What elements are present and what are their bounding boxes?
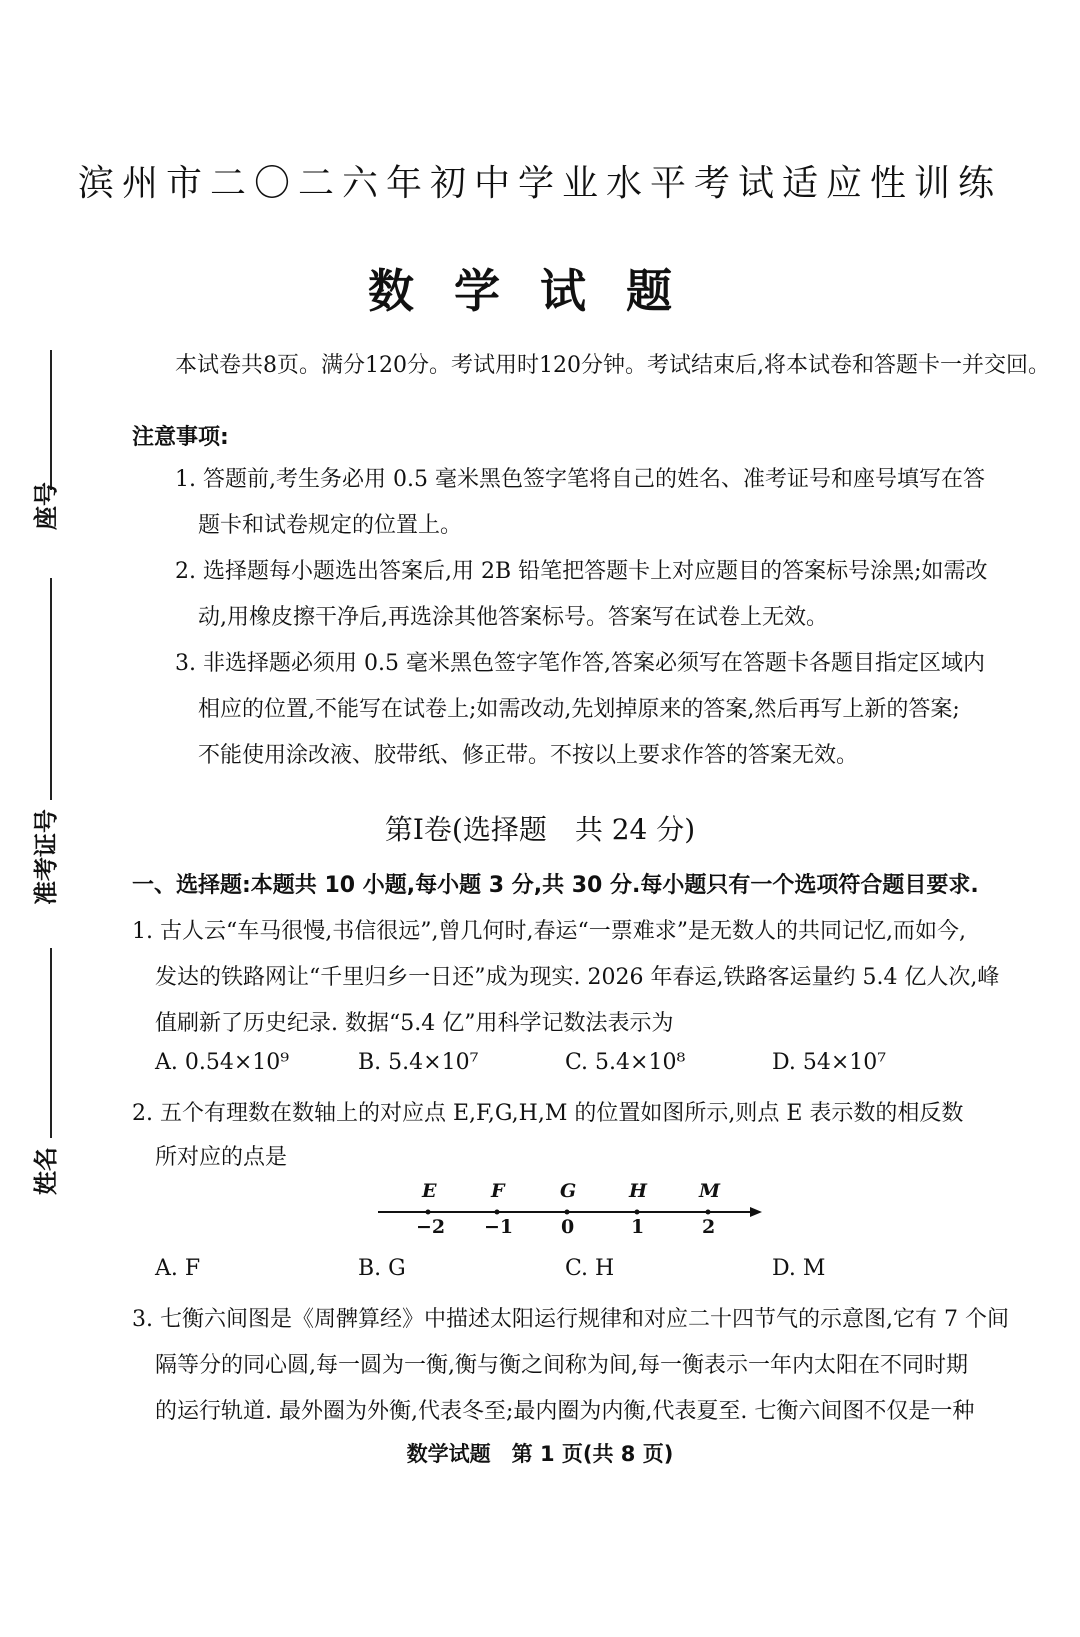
question-2-option-c: C. H (565, 1256, 615, 1281)
point-m-label: M (699, 1180, 721, 1202)
note-item-2-line-1: 2. 选择题每小题选出答案后,用 2B 铅笔把答题卡上对应题目的答案标号涂黑;如需改 (175, 559, 988, 584)
point-e-label: E (422, 1180, 437, 1202)
number-line-figure (370, 1178, 770, 1240)
question-2-option-d: D. M (772, 1256, 826, 1281)
note-item-2-line-2: 动,用橡皮擦干净后,再选涂其他答案标号。答案写在试卷上无效。 (198, 605, 828, 630)
question-1-option-a: A. 0.54×10⁹ (155, 1050, 290, 1075)
page-title: 数学试题 (368, 264, 712, 318)
notes-heading: 注意事项: (132, 425, 229, 450)
exam-id-blank-line[interactable] (50, 578, 52, 800)
point-h-label: H (629, 1180, 647, 1202)
point-g-label: G (560, 1180, 577, 1202)
question-1-line-3: 值刷新了历史纪录. 数据“5.4 亿”用科学记数法表示为 (155, 1011, 674, 1036)
question-1-option-b: B. 5.4×10⁷ (358, 1050, 479, 1075)
note-item-1-line-1: 1. 答题前,考生务必用 0.5 毫米黑色签字笔将自己的姓名、准考证号和座号填写在答 (175, 467, 985, 492)
tick-label-1: 1 (631, 1216, 645, 1238)
section-title: 第Ⅰ卷(选择题 共 24 分) (384, 813, 696, 846)
seat-label: 座号 (32, 482, 60, 530)
name-blank-line[interactable] (50, 948, 52, 1138)
question-1-option-c: C. 5.4×10⁸ (565, 1050, 686, 1075)
question-3-line-2: 隔等分的同心圆,每一圆为一衡,衡与衡之间称为间,每一衡表示一年内太阳在不同时期 (155, 1353, 968, 1378)
exam-top-title: 滨州市二〇二六年初中学业水平考试适应性训练 (77, 163, 1002, 204)
intro-text: 本试卷共8页。满分120分。考试用时120分钟。考试结束后,将本试卷和答题卡一并交回。 (175, 353, 1050, 378)
question-2-option-a: A. F (155, 1256, 201, 1281)
page-footer: 数学试题 第 1 页(共 8 页) (406, 1442, 674, 1466)
question-2-line-1: 2. 五个有理数在数轴上的对应点 E,F,G,H,M 的位置如图所示,则点 E 表示数的相反数 (132, 1101, 964, 1126)
seat-blank-line[interactable] (50, 350, 52, 490)
exam-id-label: 准考证号 (32, 809, 60, 905)
tick-label-2: 2 (702, 1216, 716, 1238)
note-item-3-line-3: 不能使用涂改液、胶带纸、修正带。不按以上要求作答的答案无效。 (198, 743, 859, 768)
note-item-1-line-2: 题卡和试卷规定的位置上。 (198, 513, 463, 538)
name-label: 姓名 (32, 1147, 60, 1195)
question-1-line-1: 1. 古人云“车马很慢,书信很远”,曾几何时,春运“一票难求”是无数人的共同记忆,而如今, (132, 919, 966, 944)
question-2-option-b: B. G (358, 1256, 406, 1281)
note-item-3-line-2: 相应的位置,不能写在试卷上;如需改动,先划掉原来的答案,然后再写上新的答案; (198, 697, 960, 722)
question-1-option-d: D. 54×10⁷ (772, 1050, 887, 1075)
note-item-3-line-1: 3. 非选择题必须用 0.5 毫米黑色签字笔作答,答案必须写在答题卡各题目指定区域内 (175, 651, 985, 676)
tick-label-0: 0 (561, 1216, 575, 1238)
question-2-line-2: 所对应的点是 (155, 1145, 288, 1170)
tick-label-minus-1: −1 (484, 1216, 514, 1238)
section-instructions: 一、选择题:本题共 10 小题,每小题 3 分,共 30 分.每小题只有一个选项符合题目要求. (132, 873, 979, 898)
point-f-label: F (491, 1180, 505, 1202)
question-3-line-3: 的运行轨道. 最外圈为外衡,代表冬至;最内圈为内衡,代表夏至. 七衡六间图不仅是一种 (155, 1399, 975, 1424)
tick-label-minus-2: −2 (416, 1216, 446, 1238)
question-3-line-1: 3. 七衡六间图是《周髀算经》中描述太阳运行规律和对应二十四节气的示意图,它有 7 个间 (132, 1307, 1009, 1332)
question-1-line-2: 发达的铁路网让“千里归乡一日还”成为现实. 2026 年春运,铁路客运量约 5.4 亿人次,峰 (155, 965, 1000, 990)
